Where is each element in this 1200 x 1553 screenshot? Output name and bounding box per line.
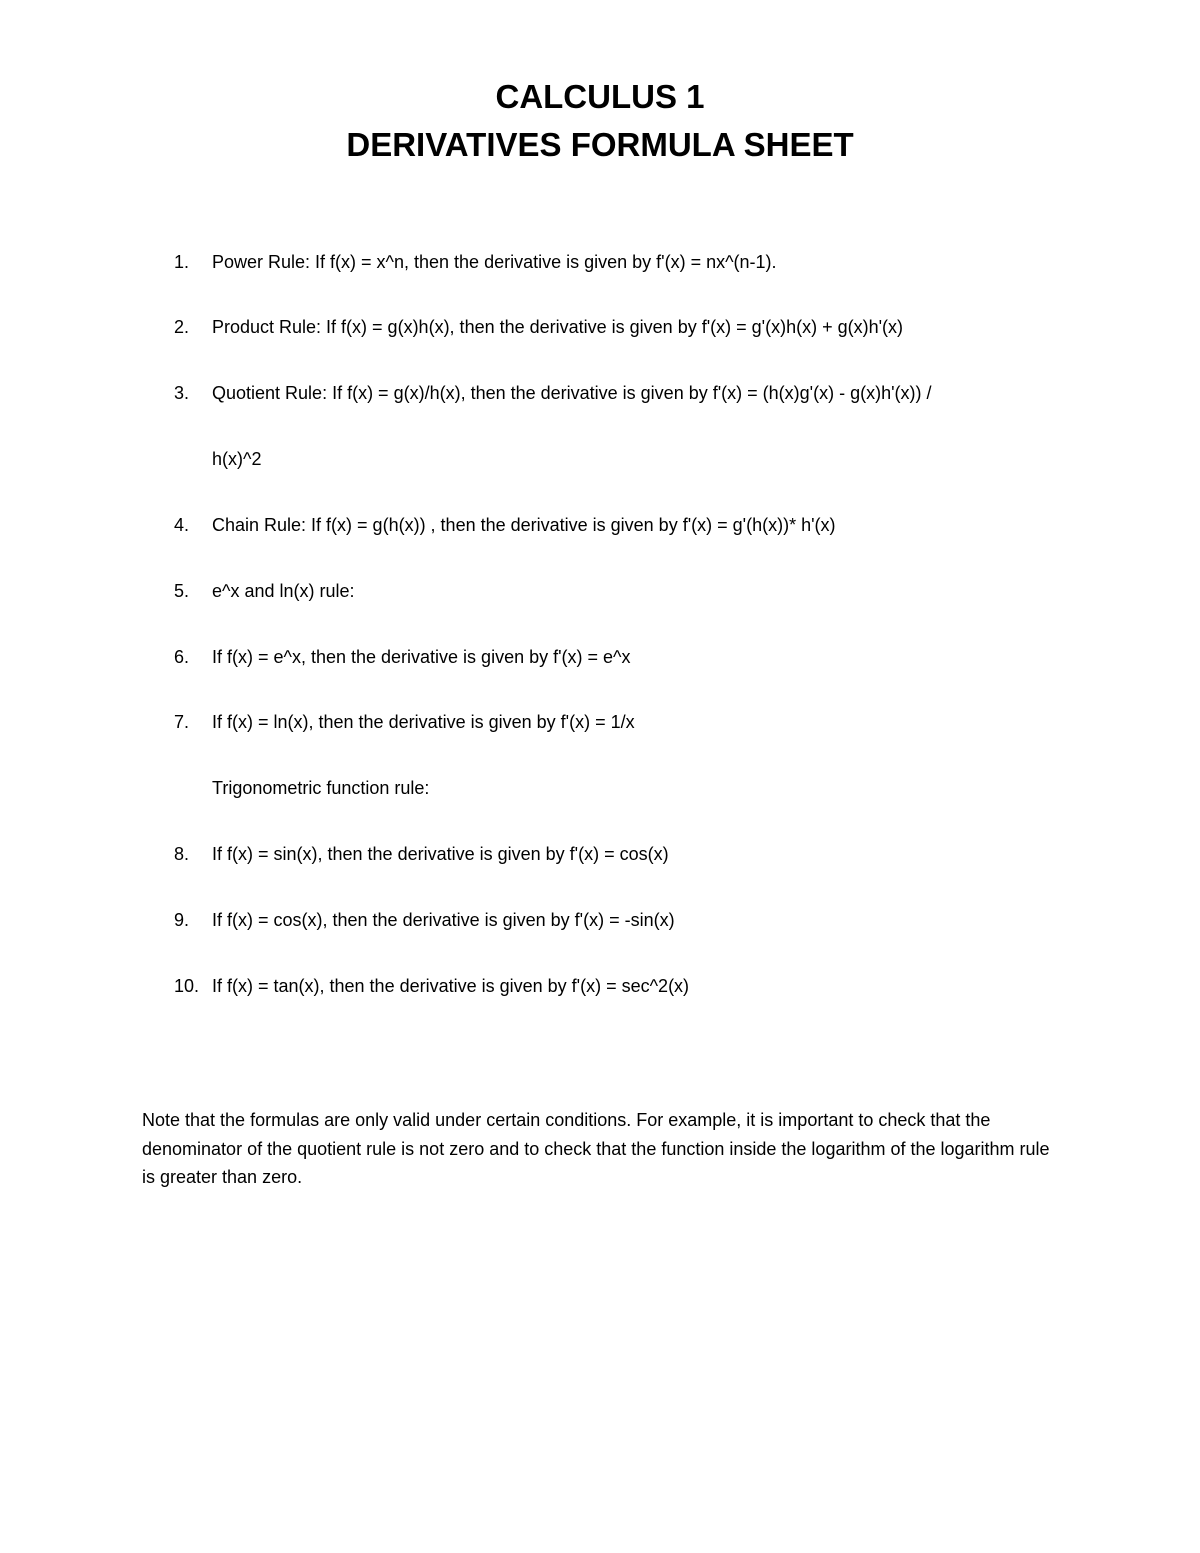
list-item-number: 10. <box>174 976 200 996</box>
list-item-number: 2. <box>174 317 190 337</box>
list-item-text: If f(x) = tan(x), then the derivative is given by f'(x) = sec^2(x) <box>212 976 690 996</box>
list-item-text: Chain Rule: If f(x) = g(h(x)) , then the derivative is given by f'(x) = g'(h(x))* h'(x) <box>212 515 836 535</box>
page-title-line-2: DERIVATIVES FORMULA SHEET <box>346 126 854 163</box>
list-item-text: Quotient Rule: If f(x) = g(x)/h(x), then the derivative is given by f'(x) = (h(x)g'(x) - g(x)h'(x)) / <box>212 383 932 403</box>
list-item-number: 8. <box>174 844 190 864</box>
list-item-text: Trigonometric function rule: <box>212 778 430 798</box>
list-item-text: If f(x) = e^x, then the derivative is given by f'(x) = e^x <box>212 647 631 667</box>
list-item-number: 7. <box>174 712 190 732</box>
list-item-text: If f(x) = cos(x), then the derivative is given by f'(x) = -sin(x) <box>212 910 675 930</box>
list-item-number: 4. <box>174 515 190 535</box>
list-item-text: Power Rule: If f(x) = x^n, then the derivative is given by f'(x) = nx^(n-1). <box>212 252 777 272</box>
list-item-text: e^x and ln(x) rule: <box>212 581 355 601</box>
list-item-text: Product Rule: If f(x) = g(x)h(x), then the derivative is given by f'(x) = g'(x)h(x) + g(x)h'(x) <box>212 317 904 337</box>
list-item-text: If f(x) = ln(x), then the derivative is given by f'(x) = 1/x <box>212 712 635 732</box>
list-item-number: 5. <box>174 581 190 601</box>
page-title-line-1: CALCULUS 1 <box>495 78 705 115</box>
list-item-number: 6. <box>174 647 190 667</box>
list-item-text: h(x)^2 <box>212 449 262 469</box>
list-item-number: 9. <box>174 910 190 930</box>
list-item-text: If f(x) = sin(x), then the derivative is given by f'(x) = cos(x) <box>212 844 669 864</box>
list-item-number: 1. <box>174 252 190 272</box>
list-item-number: 3. <box>174 383 190 403</box>
note-paragraph: Note that the formulas are only valid under certain conditions. For example, it is important to check that the denominator of the quotient rule is not zero and to check that the function inside the logarithm of the logarithm rule is greater than zero. <box>142 1110 1050 1187</box>
